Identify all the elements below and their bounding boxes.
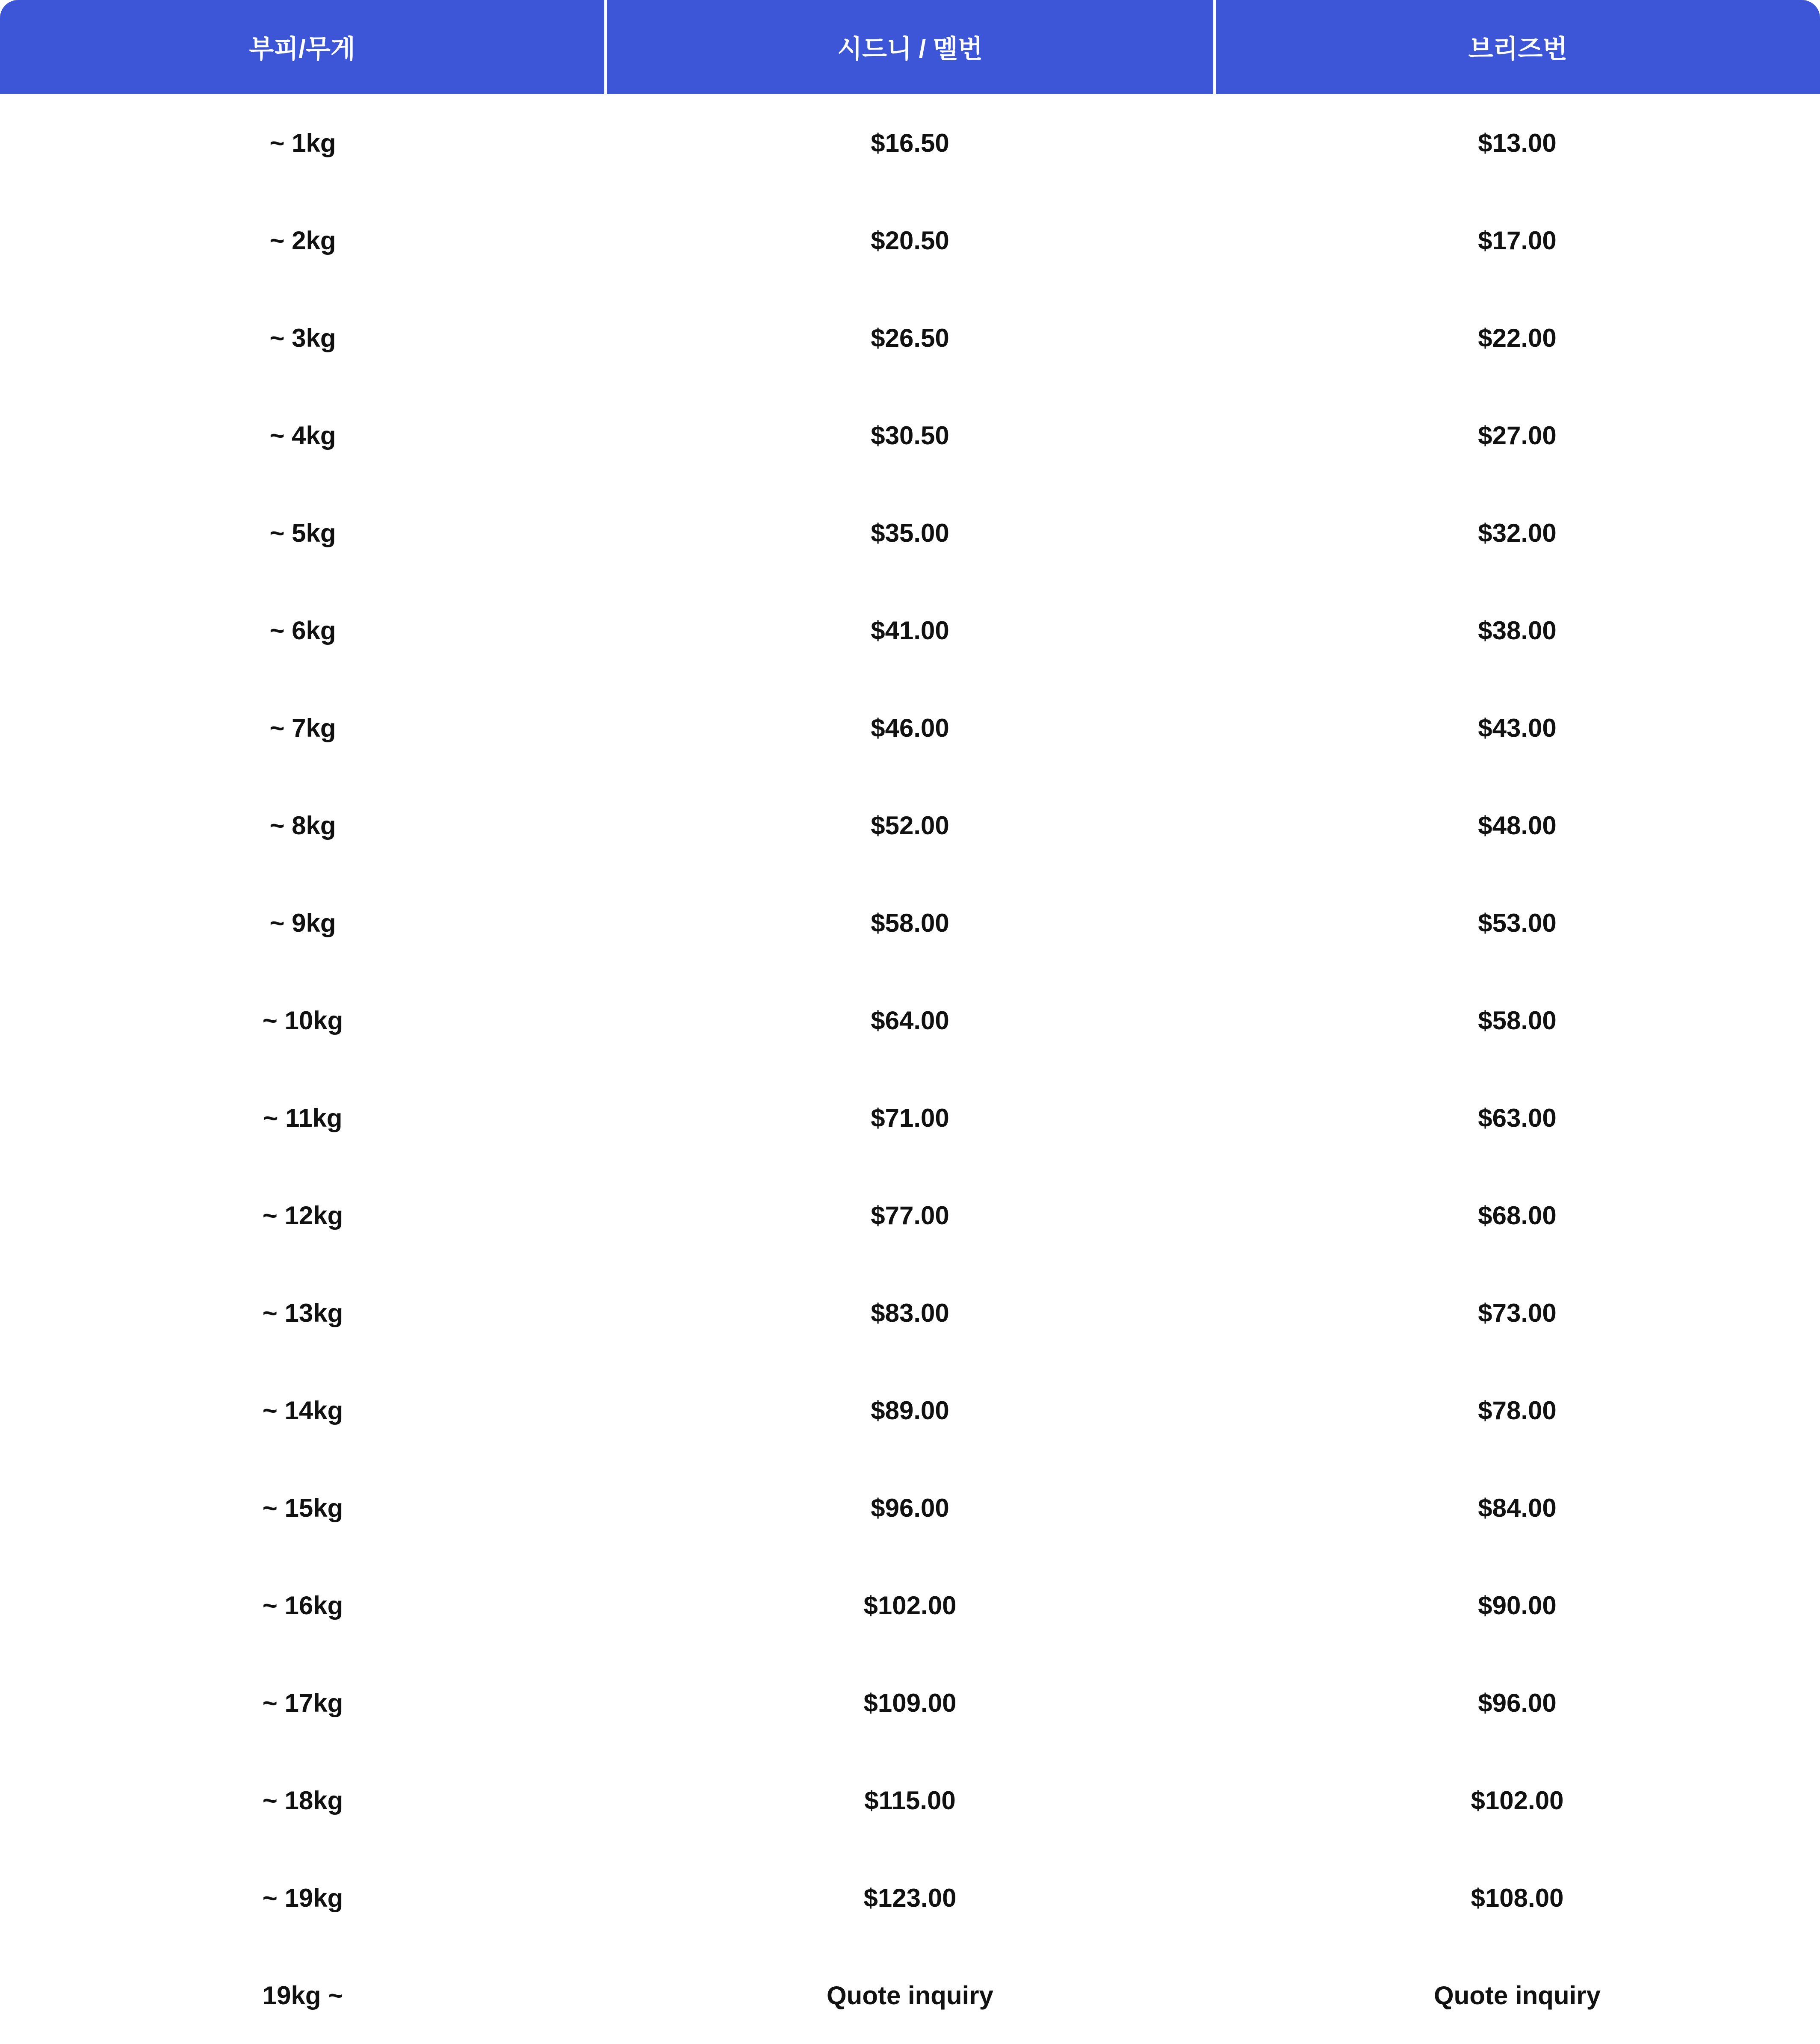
weight-cell: ~ 2kg [269, 226, 336, 255]
table-body [0, 94, 1820, 2044]
weight-cell: ~ 4kg [269, 421, 336, 450]
sydney-melbourne-price-cell: $35.00 [871, 518, 949, 547]
table-row [0, 94, 1820, 192]
header-row [0, 0, 1820, 94]
weight-cell: ~ 16kg [262, 1591, 343, 1620]
sydney-melbourne-price-cell: $16.50 [871, 128, 949, 157]
weight-cell: ~ 19kg [262, 1883, 343, 1912]
weight-cell: ~ 6kg [269, 616, 336, 645]
weight-cell: ~ 3kg [269, 323, 336, 352]
table-row [0, 679, 1820, 777]
brisbane-price-cell: $63.00 [1478, 1103, 1557, 1132]
table-row [0, 972, 1820, 1069]
sydney-melbourne-price-cell: $77.00 [871, 1201, 949, 1230]
sydney-melbourne-price-cell: $52.00 [871, 811, 949, 840]
header-sydney-melbourne: 시드니 / 멜번 [606, 0, 1214, 94]
table-row [0, 1069, 1820, 1167]
brisbane-price-cell: $102.00 [1471, 1786, 1564, 1815]
sydney-melbourne-price-cell: $83.00 [871, 1298, 949, 1327]
sydney-melbourne-price-cell: $46.00 [871, 713, 949, 742]
weight-cell: ~ 11kg [263, 1103, 343, 1132]
weight-cell: ~ 5kg [269, 518, 336, 547]
weight-cell: ~ 9kg [269, 908, 336, 937]
table-row [0, 1849, 1820, 1947]
brisbane-price-cell: $38.00 [1478, 616, 1557, 645]
brisbane-price-cell: $22.00 [1478, 323, 1557, 352]
brisbane-price-cell: $27.00 [1478, 421, 1557, 450]
sydney-melbourne-price-cell: $30.50 [871, 421, 949, 450]
sydney-melbourne-price-cell: $89.00 [871, 1396, 949, 1425]
table-row [0, 1362, 1820, 1459]
sydney-melbourne-price-cell: $41.00 [871, 616, 949, 645]
brisbane-price-cell: $53.00 [1478, 908, 1557, 937]
weight-cell: 19kg ~ [262, 1981, 343, 2010]
table-row [0, 387, 1820, 484]
weight-cell: ~ 14kg [262, 1396, 343, 1425]
brisbane-price-cell: $32.00 [1478, 518, 1557, 547]
brisbane-price-cell: Quote inquiry [1434, 1981, 1601, 2010]
weight-cell: ~ 18kg [262, 1786, 343, 1815]
header-weight: 부피/무게 [0, 0, 606, 94]
sydney-melbourne-price-cell: $109.00 [863, 1688, 957, 1717]
brisbane-price-cell: $90.00 [1478, 1591, 1557, 1620]
table-row [0, 1752, 1820, 1849]
sydney-melbourne-price-cell: Quote inquiry [827, 1981, 993, 2010]
brisbane-price-cell: $43.00 [1478, 713, 1557, 742]
weight-cell: ~ 12kg [262, 1201, 343, 1230]
header-brisbane: 브리즈번 [1214, 0, 1820, 94]
weight-cell: ~ 15kg [262, 1493, 343, 1522]
weight-cell: ~ 7kg [269, 713, 336, 742]
sydney-melbourne-price-cell: $64.00 [871, 1006, 949, 1035]
table-row [0, 582, 1820, 679]
sydney-melbourne-price-cell: $71.00 [871, 1103, 949, 1132]
table-row [0, 1459, 1820, 1557]
table-row [0, 874, 1820, 972]
table-row [0, 289, 1820, 387]
table-row [0, 1557, 1820, 1654]
weight-cell: ~ 8kg [269, 811, 336, 840]
table-row [0, 484, 1820, 582]
weight-cell: ~ 10kg [262, 1006, 343, 1035]
sydney-melbourne-price-cell: $102.00 [863, 1591, 957, 1620]
brisbane-price-cell: $17.00 [1478, 226, 1557, 255]
table-row [0, 192, 1820, 289]
sydney-melbourne-price-cell: $20.50 [871, 226, 949, 255]
brisbane-price-cell: $73.00 [1478, 1298, 1557, 1327]
brisbane-price-cell: $78.00 [1478, 1396, 1557, 1425]
brisbane-price-cell: $108.00 [1471, 1883, 1564, 1912]
brisbane-price-cell: $68.00 [1478, 1201, 1557, 1230]
weight-cell: ~ 13kg [262, 1298, 343, 1327]
table-row [0, 1654, 1820, 1752]
brisbane-price-cell: $58.00 [1478, 1006, 1557, 1035]
table-row [0, 777, 1820, 874]
brisbane-price-cell: $84.00 [1478, 1493, 1557, 1522]
table-row [0, 1264, 1820, 1362]
sydney-melbourne-price-cell: $96.00 [871, 1493, 949, 1522]
table-row [0, 1947, 1820, 2044]
weight-cell: ~ 17kg [262, 1688, 343, 1717]
brisbane-price-cell: $48.00 [1478, 811, 1557, 840]
table-header [0, 0, 1820, 94]
brisbane-price-cell: $13.00 [1478, 128, 1557, 157]
weight-cell: ~ 1kg [269, 128, 336, 157]
sydney-melbourne-price-cell: $115.00 [864, 1786, 956, 1815]
table-row [0, 1167, 1820, 1264]
sydney-melbourne-price-cell: $123.00 [863, 1883, 957, 1912]
sydney-melbourne-price-cell: $26.50 [871, 323, 949, 352]
sydney-melbourne-price-cell: $58.00 [871, 908, 949, 937]
brisbane-price-cell: $96.00 [1478, 1688, 1557, 1717]
